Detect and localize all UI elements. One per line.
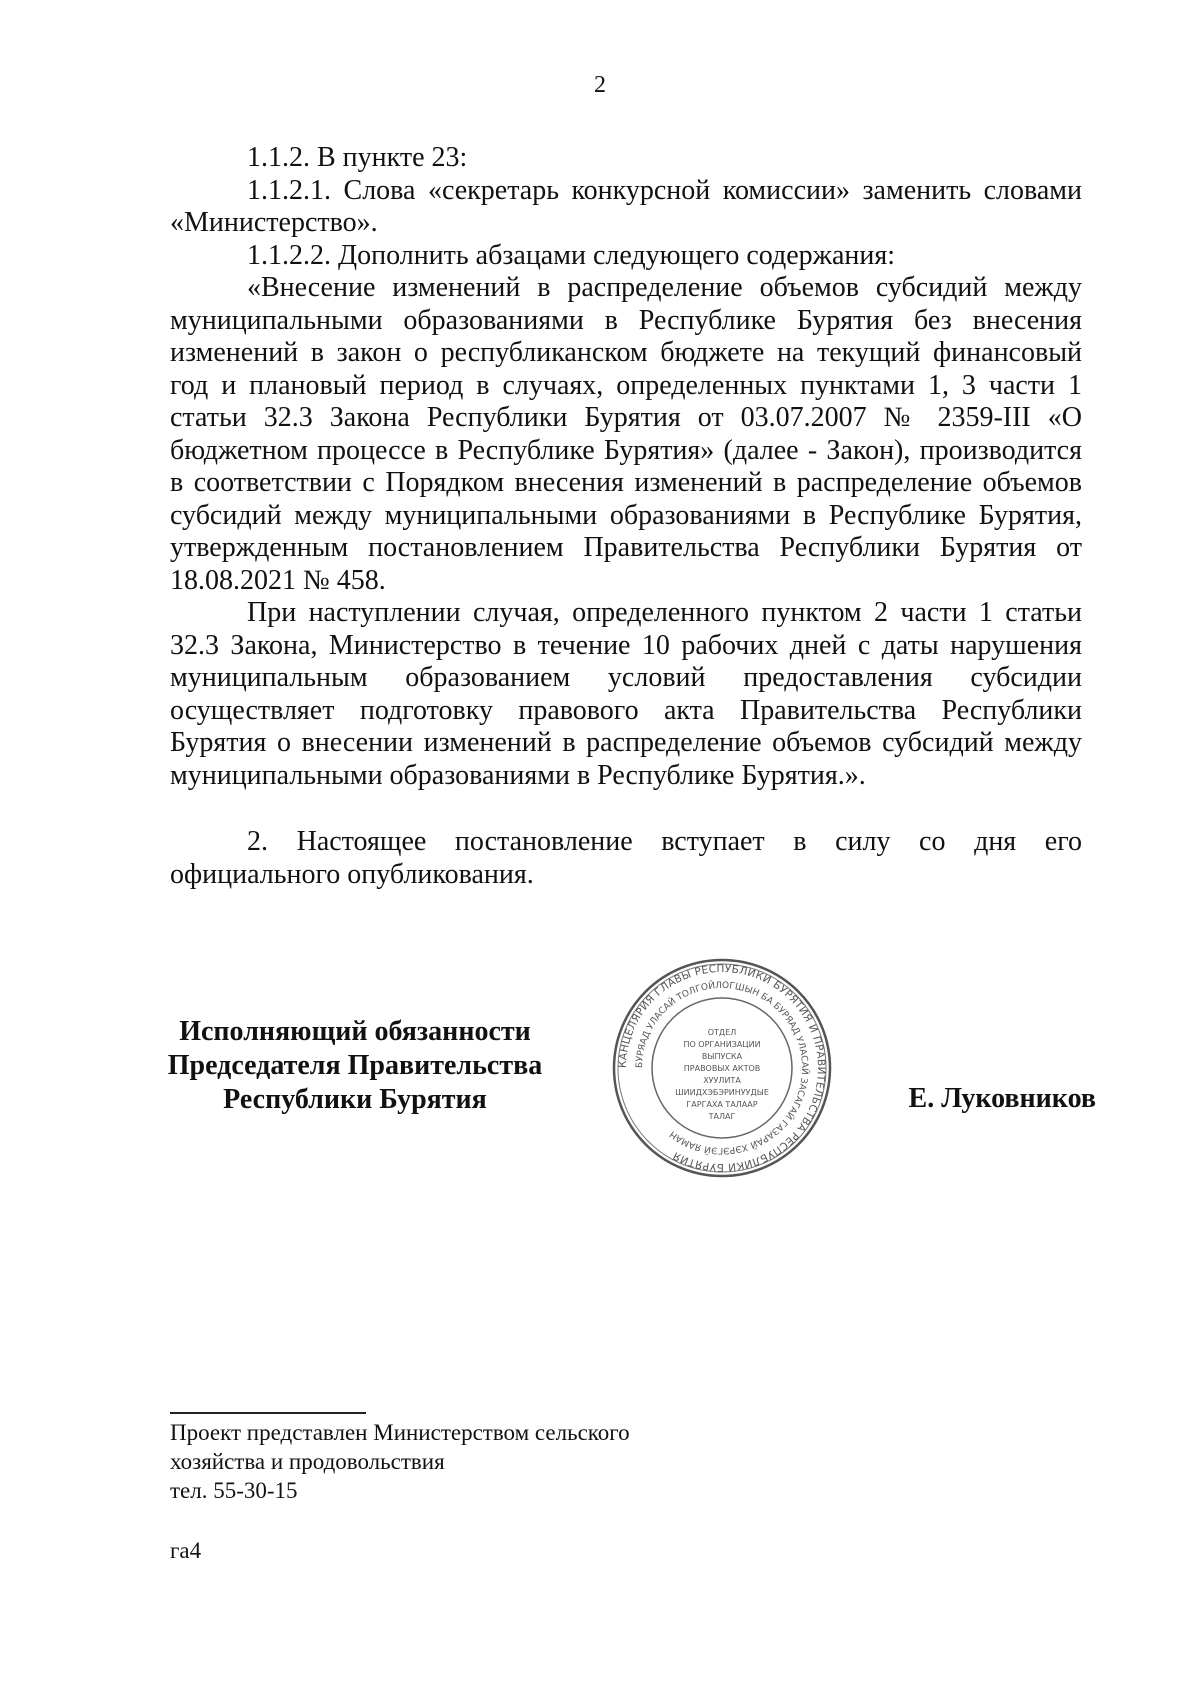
page-number: 2 <box>594 72 606 98</box>
footnote-line: Проект представлен Министерством сельского <box>170 1420 630 1445</box>
signatory-title-line: Республики Бурятия <box>223 1084 487 1115</box>
stamp-inner-text: БУРЯАД УЛАСАЙ ТОЛГОЙЛОГШЫН БА БУРЯАД УЛАСАЙ ЗАСАГАЙ ГАЗАРАЙ ХЭРЭГЭЙ ЯАМАН <box>634 980 810 1156</box>
paragraph-quote-amendment: «Внесение изменений в распределение объемов субсидий между муниципальными образованиями в Республике Бурятия без внесения изменений в закон о республиканском бюджете на текущий финансовый год и плановый период в случаях, определенных пунктами 1, 3 части 1 статьи 32.3 Закона Республики Бурятия от 03.07.2007 № 2359-III «О бюджетном процессе в Республике Бурятия» (далее - Закон), производится в соответствии с Порядком внесения изменений в распределение объемов субсидий между муниципальными образованиями в Республике Бурятия, утвержденным постановлением Правительства Республики Бурятия от 18.08.2021 № 458. <box>170 272 1082 596</box>
stamp-center-line: ВЫПУСКА <box>701 1052 743 1061</box>
stamp-center-line: ГАРГАХА ТАЛААР <box>686 1100 758 1109</box>
paragraph-violation-case: При наступлении случая, определенного пунктом 2 части 1 статьи 32.3 Закона, Министерство в течение 10 рабочих дней с даты нарушения муниципальным образованием условий предоставления субсидии осуществляет подготовку правового акта Правительства Республики Бурятия о внесении изменений в распределение объемов субсидий между муниципальными образованиями в Республике Бурятия.». <box>170 597 1082 791</box>
stamp-center-line: ПО ОРГАНИЗАЦИИ <box>683 1040 761 1049</box>
paragraph-effective-date: 2. Настоящее постановление вступает в силу со дня его официального опубликования. <box>170 826 1082 890</box>
signatory-name: Е. Луковников <box>908 1083 1096 1114</box>
stamp-center-line: ШИИДХЭБЭРИНУУДЫЕ <box>675 1088 769 1097</box>
document-body <box>170 142 1082 891</box>
stamp-center-line: ОТДЕЛ <box>707 1028 737 1037</box>
stamp-center-line: ХУУЛИТА <box>703 1076 741 1085</box>
footnote-divider <box>170 1412 366 1414</box>
paragraph-1-1-2: 1.1.2. В пункте 23: <box>247 142 468 173</box>
document-code: га4 <box>170 1538 202 1563</box>
paragraph-1-1-2-2: 1.1.2.2. Дополнить абзацами следующего содержания: <box>247 239 896 271</box>
stamp-center-line: ПРАВОВЫХ АКТОВ <box>683 1064 761 1073</box>
signatory-title-line: Исполняющий обязанности <box>179 1016 531 1047</box>
footnote-line: хозяйства и продовольствия <box>170 1449 445 1474</box>
official-stamp <box>610 956 834 1180</box>
footnote-phone: тел. 55-30-15 <box>170 1478 298 1503</box>
stamp-center-line: ТАЛАГ <box>708 1112 736 1121</box>
paragraph-1-1-2-1: 1.1.2.1. Слова «секретарь конкурсной комиссии» заменить словами «Министерство». <box>170 174 1082 238</box>
signatory-title-line: Председателя Правительства <box>167 1050 543 1081</box>
footnote <box>170 1418 630 1505</box>
stamp-outer-text: КАНЦЕЛЯРИЯ ГЛАВЫ РЕСПУБЛИКИ БУРЯТИЯ И ПРАВИТЕЛЬСТВА РЕСПУБЛИКИ БУРЯТИЯ <box>616 962 828 1174</box>
signatory-title <box>150 1015 560 1117</box>
